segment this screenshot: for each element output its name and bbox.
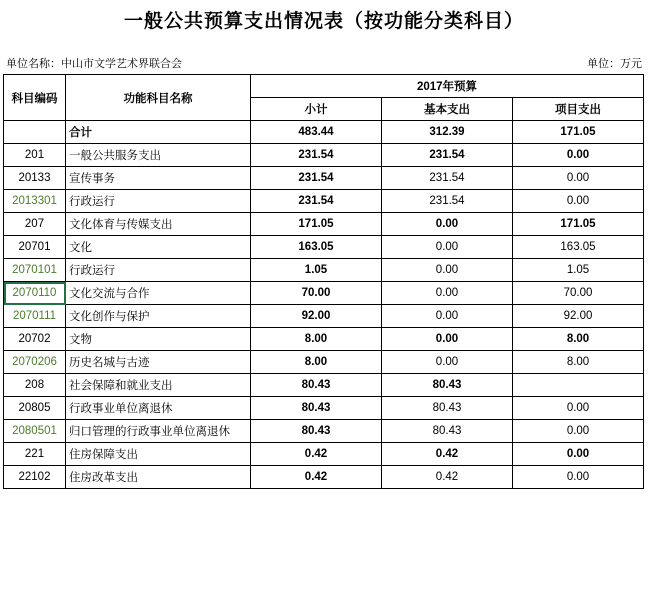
cell-subtotal[interactable]: 80.43 [251, 397, 382, 420]
cell-subtotal[interactable]: 0.42 [251, 466, 382, 489]
table-row[interactable] [4, 374, 644, 397]
cell-name[interactable]: 文化交流与合作 [66, 282, 251, 305]
cell-basic[interactable]: 80.43 [382, 374, 513, 397]
cell-code[interactable]: 2070110 [4, 282, 66, 305]
cell-code[interactable]: 20701 [4, 236, 66, 259]
header-name: 功能科目名称 [66, 75, 251, 121]
cell-basic[interactable]: 0.42 [382, 443, 513, 466]
cell-code[interactable]: 2080501 [4, 420, 66, 443]
header-year-group: 2017年预算 [251, 75, 644, 98]
cell-name[interactable]: 行政事业单位离退休 [66, 397, 251, 420]
header-basic: 基本支出 [382, 98, 513, 121]
cell-code[interactable]: 221 [4, 443, 66, 466]
cell-name[interactable]: 文化创作与保护 [66, 305, 251, 328]
unit-name-value: 中山市文学艺术界联合会 [61, 58, 182, 70]
cell-basic[interactable]: 231.54 [382, 167, 513, 190]
table-row[interactable] [4, 328, 644, 351]
meta-row [0, 39, 648, 74]
cell-basic[interactable]: 0.00 [382, 282, 513, 305]
table-row[interactable] [4, 397, 644, 420]
table-header [4, 75, 644, 121]
cell-basic[interactable]: 0.00 [382, 259, 513, 282]
cell-code[interactable]: 20133 [4, 167, 66, 190]
cell-subtotal[interactable]: 8.00 [251, 328, 382, 351]
cell-subtotal[interactable]: 1.05 [251, 259, 382, 282]
cell-basic[interactable]: 312.39 [382, 121, 513, 144]
cell-name[interactable]: 行政运行 [66, 259, 251, 282]
cell-basic[interactable]: 0.00 [382, 236, 513, 259]
table-row[interactable] [4, 420, 644, 443]
cell-code[interactable]: 2013301 [4, 190, 66, 213]
cell-basic[interactable]: 80.43 [382, 420, 513, 443]
table-row[interactable] [4, 466, 644, 489]
cell-project[interactable]: 163.05 [513, 236, 644, 259]
cell-basic[interactable]: 0.42 [382, 466, 513, 489]
cell-project[interactable] [513, 374, 644, 397]
cell-name[interactable]: 一般公共服务支出 [66, 144, 251, 167]
cell-project[interactable]: 0.00 [513, 190, 644, 213]
header-project: 项目支出 [513, 98, 644, 121]
cell-project[interactable]: 8.00 [513, 351, 644, 374]
table-row[interactable] [4, 190, 644, 213]
cell-basic[interactable]: 80.43 [382, 397, 513, 420]
cell-basic[interactable]: 231.54 [382, 144, 513, 167]
cell-name[interactable]: 住房改革支出 [66, 466, 251, 489]
cell-code[interactable]: 207 [4, 213, 66, 236]
cell-name[interactable]: 文物 [66, 328, 251, 351]
cell-basic[interactable]: 231.54 [382, 190, 513, 213]
cell-code[interactable]: 2070206 [4, 351, 66, 374]
cell-name[interactable]: 宣传事务 [66, 167, 251, 190]
table-row[interactable] [4, 236, 644, 259]
cell-subtotal[interactable]: 92.00 [251, 305, 382, 328]
unit-name [6, 55, 182, 71]
cell-name[interactable]: 合计 [66, 121, 251, 144]
cell-subtotal[interactable]: 8.00 [251, 351, 382, 374]
cell-project[interactable]: 0.00 [513, 443, 644, 466]
cell-name[interactable]: 文化 [66, 236, 251, 259]
table-row[interactable] [4, 167, 644, 190]
cell-name[interactable]: 历史名城与古迹 [66, 351, 251, 374]
unit-measure: 单位：万元 [587, 58, 642, 70]
cell-name[interactable]: 文化体育与传媒支出 [66, 213, 251, 236]
cell-code[interactable]: 20702 [4, 328, 66, 351]
cell-code[interactable]: 20805 [4, 397, 66, 420]
cell-subtotal[interactable]: 70.00 [251, 282, 382, 305]
cell-project[interactable]: 8.00 [513, 328, 644, 351]
cell-subtotal[interactable]: 231.54 [251, 144, 382, 167]
cell-basic[interactable]: 0.00 [382, 328, 513, 351]
cell-code[interactable]: 201 [4, 144, 66, 167]
cell-project[interactable]: 70.00 [513, 282, 644, 305]
cell-basic[interactable]: 0.00 [382, 305, 513, 328]
cell-project[interactable]: 92.00 [513, 305, 644, 328]
budget-table [3, 74, 644, 489]
header-subtotal: 小计 [251, 98, 382, 121]
cell-project[interactable]: 0.00 [513, 167, 644, 190]
cell-subtotal[interactable]: 231.54 [251, 190, 382, 213]
cell-code[interactable]: 22102 [4, 466, 66, 489]
cell-project[interactable]: 0.00 [513, 466, 644, 489]
table-row[interactable] [4, 305, 644, 328]
cell-name[interactable]: 住房保障支出 [66, 443, 251, 466]
cell-code[interactable]: 208 [4, 374, 66, 397]
cell-subtotal[interactable]: 163.05 [251, 236, 382, 259]
cell-subtotal[interactable]: 231.54 [251, 167, 382, 190]
table-row[interactable] [4, 351, 644, 374]
cell-code[interactable]: 2070111 [4, 305, 66, 328]
cell-name[interactable]: 归口管理的行政事业单位离退休 [66, 420, 251, 443]
cell-subtotal[interactable]: 0.42 [251, 443, 382, 466]
header-code: 科目编码 [4, 75, 66, 121]
cell-project[interactable]: 171.05 [513, 213, 644, 236]
cell-code[interactable] [4, 121, 66, 144]
cell-project[interactable]: 171.05 [513, 121, 644, 144]
cell-project[interactable]: 0.00 [513, 420, 644, 443]
table-row[interactable] [4, 259, 644, 282]
cell-basic[interactable]: 0.00 [382, 213, 513, 236]
table-row[interactable] [4, 443, 644, 466]
cell-project[interactable]: 0.00 [513, 144, 644, 167]
table-row[interactable] [4, 282, 644, 305]
cell-basic[interactable]: 0.00 [382, 351, 513, 374]
cell-project[interactable]: 0.00 [513, 397, 644, 420]
cell-subtotal[interactable]: 80.43 [251, 420, 382, 443]
cell-project[interactable]: 1.05 [513, 259, 644, 282]
table-row[interactable] [4, 213, 644, 236]
cell-name[interactable]: 行政运行 [66, 190, 251, 213]
table-body [4, 121, 644, 489]
table-row[interactable] [4, 121, 644, 144]
page-title: 一般公共预算支出情况表（按功能分类科目） [123, 11, 524, 32]
unit-name-label: 单位名称： [6, 58, 61, 70]
cell-name[interactable]: 社会保障和就业支出 [66, 374, 251, 397]
cell-subtotal[interactable]: 171.05 [251, 213, 382, 236]
header-row-1 [4, 75, 644, 98]
cell-subtotal[interactable]: 483.44 [251, 121, 382, 144]
cell-code[interactable]: 2070101 [4, 259, 66, 282]
table-row[interactable] [4, 144, 644, 167]
cell-subtotal[interactable]: 80.43 [251, 374, 382, 397]
